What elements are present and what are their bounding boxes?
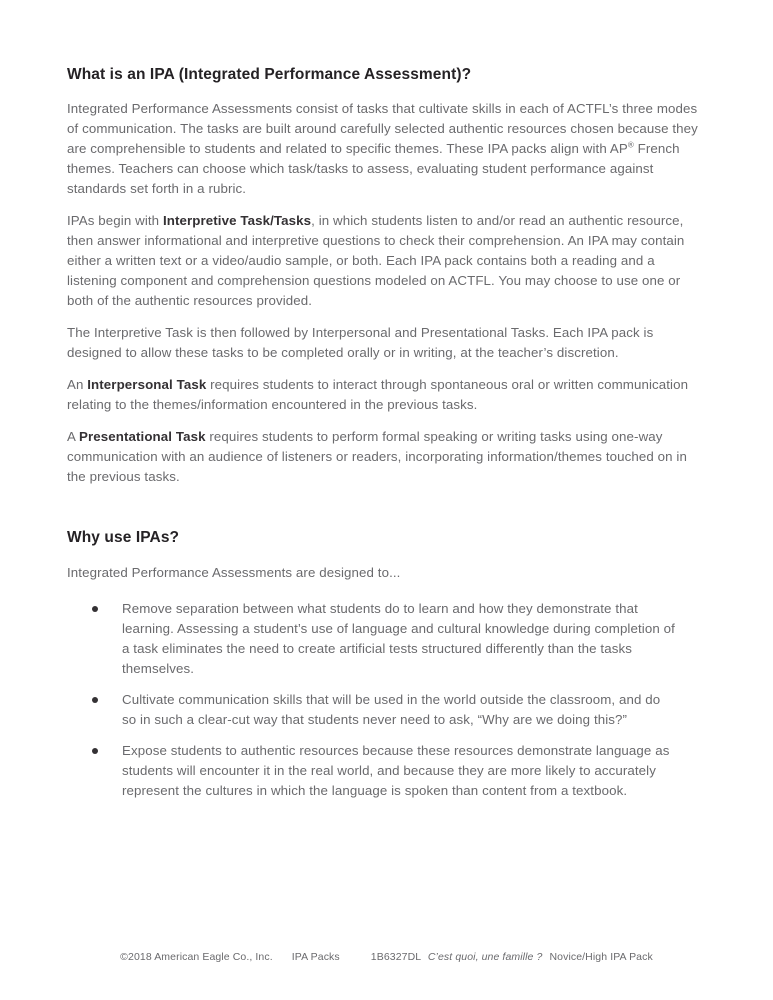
page-footer [0, 951, 773, 963]
paragraph-task-sequence: The Interpretive Task is then followed by Interpersonal and Presentational Tasks. Each IPA pack is designed to allow these tasks to be completed orally or in writing, at the teacher’s discretion. [67, 325, 654, 360]
benefit-item-cultivate-communication: Cultivate communication skills that will be used in the world outside the classroom, and do so in such a clear-cut way that students never need to ask, “Why are we doing this?” [92, 690, 677, 730]
pack-title: C’est quoi, une famille ? [427, 951, 543, 963]
paragraph-interpretive-task: IPAs begin with Interpretive Task/Tasks, in which students listen to and/or read an authentic resource, then answer informational and interpretive questions to check their comprehension. An IPA may contain either a written text or a video/audio sample, or both. Each IPA pack contains both a reading and a listening component and comprehension questions modeled on ACTFL. You may choose to use one or both of the authentic resources provided. [67, 213, 685, 308]
paragraph-ipa-overview: Integrated Performance Assessments consist of tasks that cultivate skills in each of ACTFL’s three modes of communication. The tasks are built around carefully selected authentic resources chosen because they are comprehensible to students and related to specific themes. These IPA packs align with AP® French themes. Teachers can choose which task/tasks to assess, evaluating student performance against standards set forth in a rubric. [67, 101, 698, 196]
benefits-list [92, 599, 706, 801]
why-intro-text: Integrated Performance Assessments are designed to... [67, 565, 401, 580]
series-label: IPA Packs [291, 951, 340, 963]
section-why-use-ipas [67, 529, 706, 801]
benefit-item-remove-separation: Remove separation between what students do to learn and how they demonstrate that learning. Assessing a student’s use of language and cultural knowledge during completion of a task eliminates the need to create artificial tests structured differently than the tasks themselves. [92, 599, 677, 679]
section-what-is-ipa [67, 66, 706, 487]
why-use-ipas-heading: Why use IPAs? [67, 529, 180, 546]
product-code: 1B6327DL [370, 951, 421, 963]
pack-level: Novice/High IPA Pack [549, 951, 653, 963]
benefit-item-expose-authentic-resources: Expose students to authentic resources because these resources demonstrate language as students will encounter it in the real world, and because they are more likely to accurately represent the cultures in which the language is spoken than content from a textbook. [92, 741, 677, 801]
copyright-text: ©2018 American Eagle Co., Inc. [120, 951, 273, 963]
paragraph-interpersonal-task: An Interpersonal Task requires students to interact through spontaneous oral or written communication relating to the themes/information encountered in the previous tasks. [67, 377, 689, 412]
paragraph-presentational-task: A Presentational Task requires students to perform formal speaking or writing tasks using one-way communication with an audience of listeners or readers, incorporating information/themes touched on in the previous tasks. [67, 429, 687, 484]
what-is-ipa-heading: What is an IPA (Integrated Performance Assessment)? [67, 66, 472, 83]
